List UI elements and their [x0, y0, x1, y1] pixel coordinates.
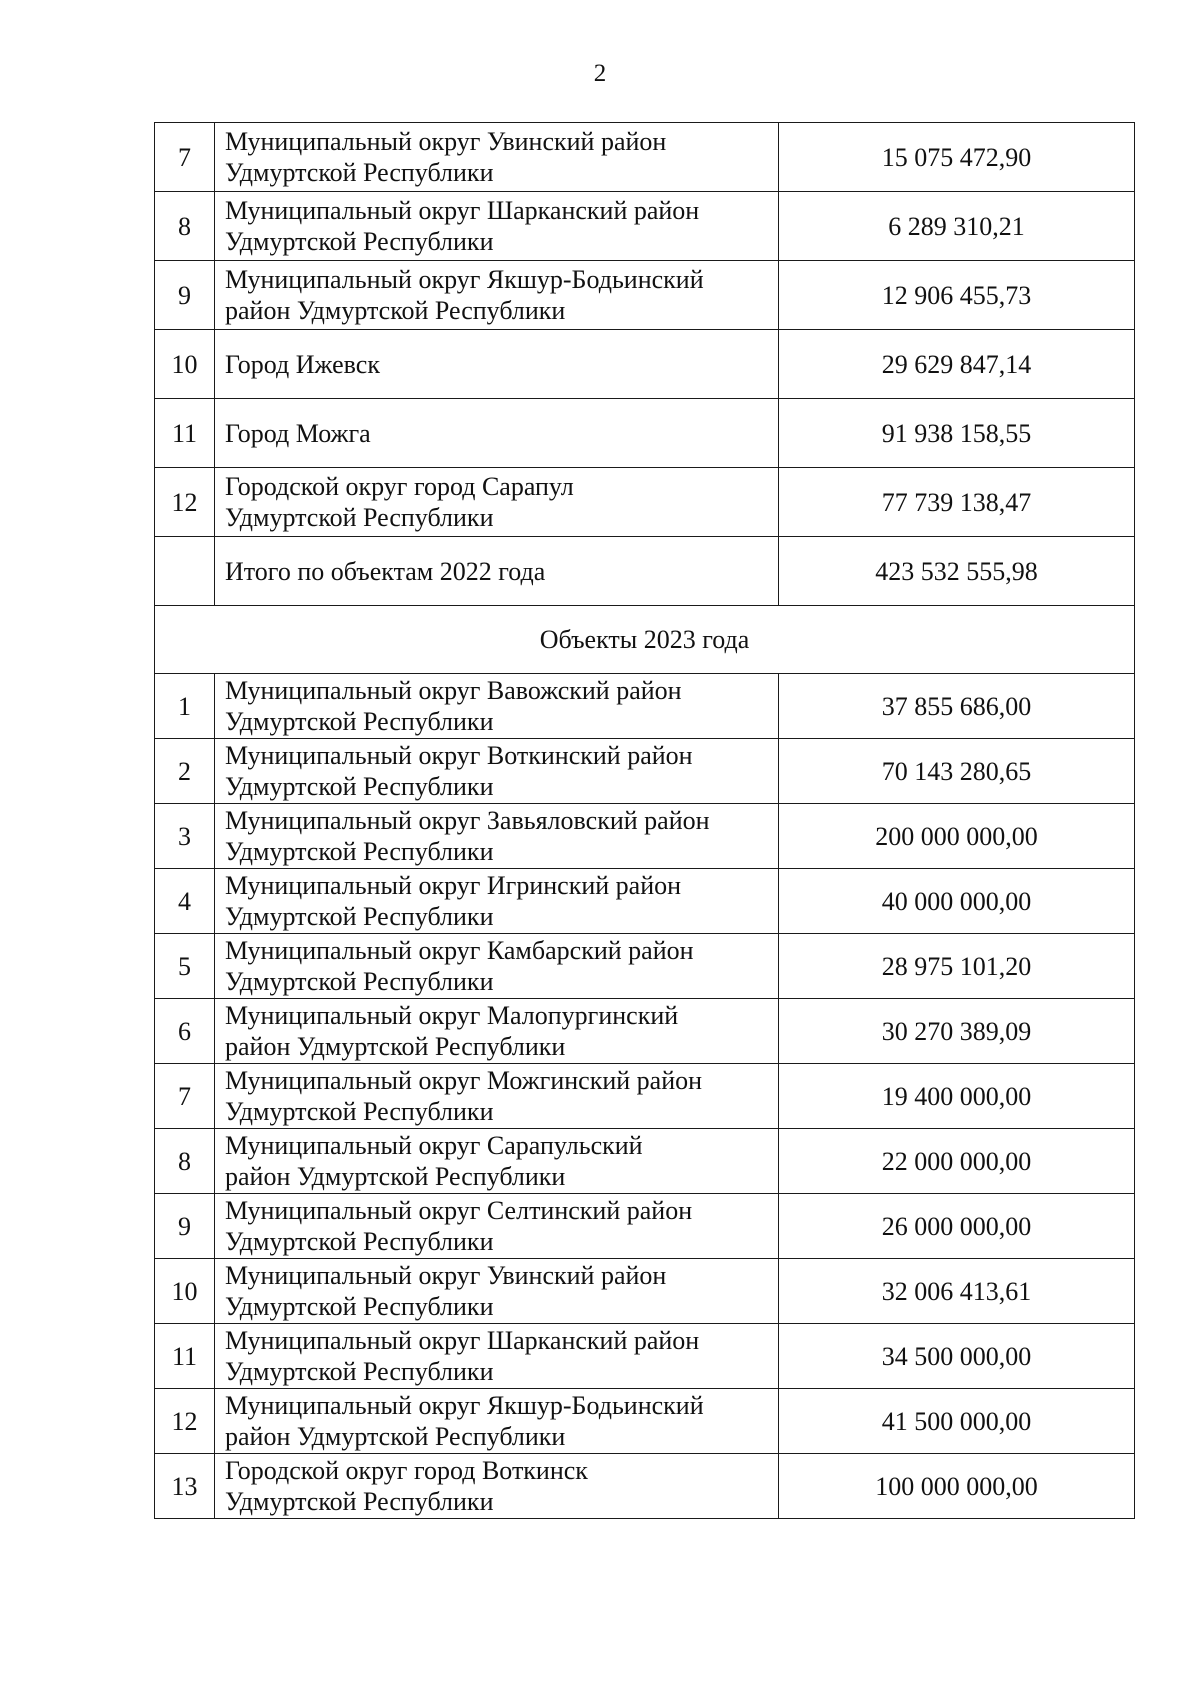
- amount: 200 000 000,00: [779, 804, 1135, 869]
- municipality-name: [215, 1129, 779, 1194]
- municipality-name: [215, 999, 779, 1064]
- name-line-1: Муниципальный округ Якшур-Бодьинский: [225, 265, 704, 294]
- table-row: [155, 869, 1135, 934]
- row-number: 10: [155, 1259, 215, 1324]
- section-title: Объекты 2023 года: [155, 606, 1135, 674]
- name-line-1: Муниципальный округ Шарканский район: [225, 1326, 700, 1355]
- name-line-2: Удмуртской Республики: [225, 967, 494, 996]
- municipality-name: [215, 934, 779, 999]
- amount: 6 289 310,21: [779, 192, 1135, 261]
- municipality-name: [215, 1454, 779, 1519]
- municipality-name: [215, 261, 779, 330]
- row-number: 13: [155, 1454, 215, 1519]
- municipality-name: [215, 1259, 779, 1324]
- table-row: [155, 1324, 1135, 1389]
- name-line-2: район Удмуртской Республики: [225, 296, 566, 325]
- name-line-1: Муниципальный округ Увинский район: [225, 127, 667, 156]
- amount: 32 006 413,61: [779, 1259, 1135, 1324]
- name-line-2: Удмуртской Республики: [225, 1227, 494, 1256]
- name-line-1: Муниципальный округ Камбарский район: [225, 936, 694, 965]
- row-number: 12: [155, 468, 215, 537]
- name-line-1: Муниципальный округ Завьяловский район: [225, 806, 710, 835]
- total-label: Итого по объектам 2022 года: [215, 537, 779, 606]
- amount: 41 500 000,00: [779, 1389, 1135, 1454]
- row-number: 2: [155, 739, 215, 804]
- amount: 37 855 686,00: [779, 674, 1135, 739]
- amount: 34 500 000,00: [779, 1324, 1135, 1389]
- row-number: 8: [155, 192, 215, 261]
- row-number: 4: [155, 869, 215, 934]
- name-line-1: Муниципальный округ Сарапульский: [225, 1131, 643, 1160]
- page-number: 2: [593, 60, 607, 87]
- table-row: [155, 1129, 1135, 1194]
- row-number-empty: [155, 537, 215, 606]
- row-number: 9: [155, 1194, 215, 1259]
- table-row: [155, 674, 1135, 739]
- amount: 28 975 101,20: [779, 934, 1135, 999]
- row-number: 1: [155, 674, 215, 739]
- amount: 100 000 000,00: [779, 1454, 1135, 1519]
- table-row: [155, 330, 1135, 399]
- table-row: [155, 123, 1135, 192]
- amount: 26 000 000,00: [779, 1194, 1135, 1259]
- name-line-1: Город Можга: [225, 418, 371, 448]
- amount: 12 906 455,73: [779, 261, 1135, 330]
- name-line-2: Удмуртской Республики: [225, 1097, 494, 1126]
- municipality-name: [215, 739, 779, 804]
- row-number: 6: [155, 999, 215, 1064]
- name-line-1: Муниципальный округ Малопургинский: [225, 1001, 679, 1030]
- name-line-2: район Удмуртской Республики: [225, 1162, 566, 1191]
- name-line-2: Удмуртской Республики: [225, 707, 494, 736]
- municipality-name: [215, 192, 779, 261]
- amount: 29 629 847,14: [779, 330, 1135, 399]
- amount: 19 400 000,00: [779, 1064, 1135, 1129]
- amount: 70 143 280,65: [779, 739, 1135, 804]
- municipality-name: [215, 869, 779, 934]
- row-number: 7: [155, 123, 215, 192]
- table-row: [155, 399, 1135, 468]
- amount: 91 938 158,55: [779, 399, 1135, 468]
- name-line-1: Городской округ город Воткинск: [225, 1456, 588, 1485]
- amount: 22 000 000,00: [779, 1129, 1135, 1194]
- municipality-name: [215, 1389, 779, 1454]
- municipality-name: [215, 804, 779, 869]
- name-line-2: район Удмуртской Республики: [225, 1422, 566, 1451]
- row-number: 8: [155, 1129, 215, 1194]
- section-header-row: [155, 606, 1135, 674]
- row-number: 9: [155, 261, 215, 330]
- municipality-name: [215, 468, 779, 537]
- name-line-1: Муниципальный округ Шарканский район: [225, 196, 700, 225]
- row-number: 11: [155, 399, 215, 468]
- name-line-1: Муниципальный округ Воткинский район: [225, 741, 693, 770]
- row-number: 12: [155, 1389, 215, 1454]
- municipality-name: [215, 330, 779, 399]
- table-row: [155, 1259, 1135, 1324]
- table-row: [155, 1194, 1135, 1259]
- name-line-1: Муниципальный округ Игринский район: [225, 871, 682, 900]
- municipality-name: [215, 1324, 779, 1389]
- amount: 30 270 389,09: [779, 999, 1135, 1064]
- table-row: [155, 1389, 1135, 1454]
- table-row: [155, 999, 1135, 1064]
- name-line-2: Удмуртской Республики: [225, 158, 494, 187]
- name-line-2: район Удмуртской Республики: [225, 1032, 566, 1061]
- name-line-2: Удмуртской Республики: [225, 772, 494, 801]
- row-number: 3: [155, 804, 215, 869]
- municipality-name: [215, 399, 779, 468]
- municipality-name: [215, 674, 779, 739]
- name-line-1: Городской округ город Сарапул: [225, 472, 574, 501]
- table-row: [155, 804, 1135, 869]
- name-line-1: Муниципальный округ Якшур-Бодьинский: [225, 1391, 704, 1420]
- row-number: 10: [155, 330, 215, 399]
- name-line-2: Удмуртской Республики: [225, 1292, 494, 1321]
- name-line-2: Удмуртской Республики: [225, 1357, 494, 1386]
- name-line-1: Муниципальный округ Вавожский район: [225, 676, 682, 705]
- amount: 40 000 000,00: [779, 869, 1135, 934]
- municipality-name: [215, 1194, 779, 1259]
- name-line-1: Город Ижевск: [225, 349, 380, 379]
- table-row: [155, 1454, 1135, 1519]
- table-row: [155, 1064, 1135, 1129]
- name-line-1: Муниципальный округ Селтинский район: [225, 1196, 693, 1225]
- total-row: [155, 537, 1135, 606]
- name-line-2: Удмуртской Республики: [225, 503, 494, 532]
- name-line-2: Удмуртской Республики: [225, 1487, 494, 1516]
- municipality-name: [215, 123, 779, 192]
- table-row: [155, 261, 1135, 330]
- total-amount: 423 532 555,98: [779, 537, 1135, 606]
- table-row: [155, 739, 1135, 804]
- funding-table: [154, 122, 1135, 1519]
- table-row: [155, 934, 1135, 999]
- amount: 15 075 472,90: [779, 123, 1135, 192]
- amount: 77 739 138,47: [779, 468, 1135, 537]
- name-line-1: Муниципальный округ Можгинский район: [225, 1066, 703, 1095]
- row-number: 5: [155, 934, 215, 999]
- table-row: [155, 468, 1135, 537]
- table-row: [155, 192, 1135, 261]
- name-line-2: Удмуртской Республики: [225, 902, 494, 931]
- name-line-2: Удмуртской Республики: [225, 227, 494, 256]
- row-number: 11: [155, 1324, 215, 1389]
- row-number: 7: [155, 1064, 215, 1129]
- name-line-2: Удмуртской Республики: [225, 837, 494, 866]
- municipality-name: [215, 1064, 779, 1129]
- name-line-1: Муниципальный округ Увинский район: [225, 1261, 667, 1290]
